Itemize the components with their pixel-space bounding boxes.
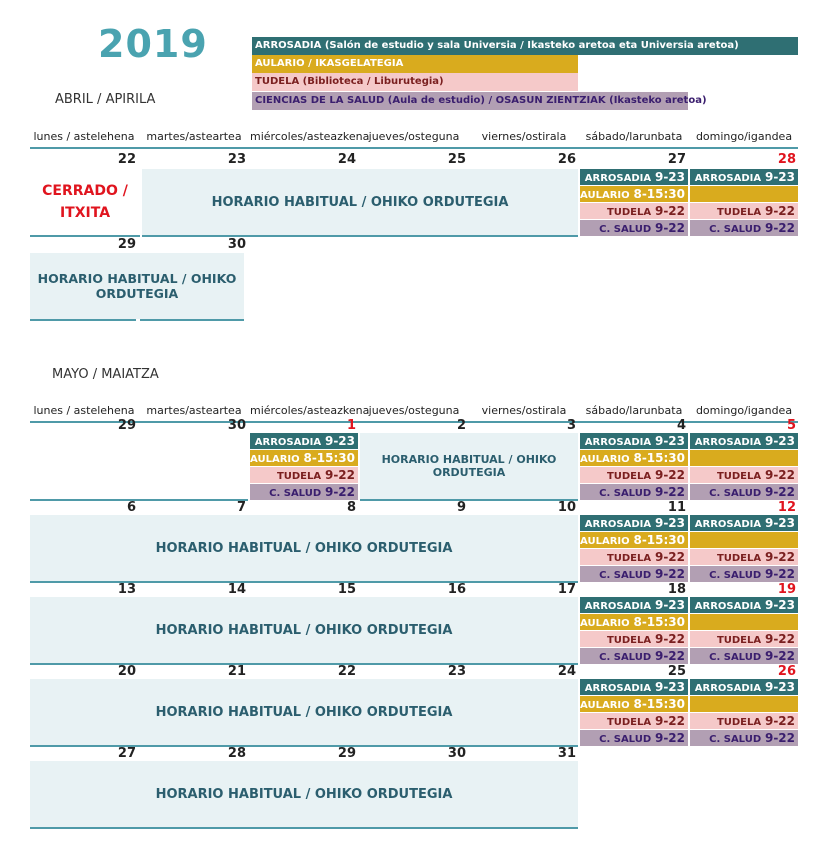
- tudela-schedule-may-sat-1: [580, 549, 688, 565]
- day-may-row1-3: 2: [456, 418, 466, 433]
- arrosadia-schedule-apr-28: [690, 169, 798, 185]
- day-may-row1-0: 29: [117, 418, 136, 433]
- tud-label: TUDELA: [606, 717, 652, 728]
- usual-hours-block-apr-w1: HORARIO HABITUAL / OHIKO ORDUTEGIA: [142, 169, 578, 237]
- csalud-schedule-apr-28: [690, 220, 798, 236]
- arr-label: ARROSADIA: [584, 437, 652, 448]
- tud-label: TUDELA: [276, 471, 322, 482]
- csalud-schedule-may-sat-1: [580, 566, 688, 582]
- usual-hours-block-may-w4: HORARIO HABITUAL / OHIKO ORDUTEGIA: [30, 679, 578, 747]
- cs-hours: 9-22: [764, 649, 795, 663]
- day-may-row1-5: 4: [676, 418, 686, 433]
- tud-hours: 9-22: [654, 468, 685, 482]
- arr-hours: 9-23: [654, 680, 685, 694]
- cs-hours: 9-22: [764, 485, 795, 499]
- aulario-schedule-may-sat-0: [580, 450, 688, 466]
- weekday-apr-6: domingo/igandea: [695, 130, 793, 143]
- arr-label: ARROSADIA: [694, 683, 762, 694]
- arrosadia-schedule-may-sun-0: [690, 433, 798, 449]
- cell-gap: [136, 319, 140, 321]
- weekday-apr-5: sábado/larunbata: [585, 130, 683, 143]
- day-april-6: 28: [777, 152, 796, 167]
- tudela-schedule-may-sat-0: [580, 467, 688, 483]
- cs-hours: 9-22: [654, 485, 685, 499]
- aul-label: AULARIO: [580, 700, 630, 711]
- arrosadia-schedule-may-sun-3: [690, 679, 798, 695]
- day-may-row3-0: 13: [117, 582, 136, 597]
- arr-hours: 9-23: [324, 434, 355, 448]
- tud-hours: 9-22: [764, 632, 795, 646]
- tudela-schedule-may-sun-3: [690, 713, 798, 729]
- usual-hours-block-may-w1: HORARIO HABITUAL / OHIKO ORDUTEGIA: [360, 433, 578, 501]
- tud-hours: 9-22: [654, 204, 685, 218]
- day-may-row3-3: 16: [447, 582, 466, 597]
- day-may-row4-3: 23: [447, 664, 466, 679]
- arr-hours: 9-23: [654, 598, 685, 612]
- day-may-row1-2: 1: [346, 418, 356, 433]
- arr-hours: 9-23: [654, 170, 685, 184]
- weekday-may-6: domingo/igandea: [695, 404, 793, 417]
- day-may-row2-3: 9: [456, 500, 466, 515]
- arrosadia-schedule-may-sat-3: [580, 679, 688, 695]
- aul-hours: 8-15:30: [633, 533, 685, 547]
- day-may-row1-6: 5: [786, 418, 796, 433]
- cs-label: C. SALUD: [599, 734, 652, 745]
- aulario-schedule-may-sun-0: [690, 450, 798, 466]
- tud-label: TUDELA: [606, 471, 652, 482]
- cs-hours: 9-22: [654, 731, 685, 745]
- weekday-may-1: martes/asteartea: [146, 404, 242, 417]
- day-may-row4-0: 20: [117, 664, 136, 679]
- csalud-schedule-may-sat-0: [580, 484, 688, 500]
- day-april-3: 25: [447, 152, 466, 167]
- cs-label: C. SALUD: [709, 652, 762, 663]
- tud-label: TUDELA: [716, 207, 762, 218]
- arrosadia-schedule-may-sun-1: [690, 515, 798, 531]
- cs-hours: 9-22: [764, 731, 795, 745]
- tudela-schedule-apr-28: [690, 203, 798, 219]
- day-may-row2-0: 6: [126, 500, 136, 515]
- tud-hours: 9-22: [654, 714, 685, 728]
- day-may-row5-1: 28: [227, 746, 246, 761]
- tudela-schedule-may-sun-2: [690, 631, 798, 647]
- csalud-schedule-may-sat-3: [580, 730, 688, 746]
- day-may-row4-6: 26: [777, 664, 796, 679]
- day-may-row5-3: 30: [447, 746, 466, 761]
- day-may-row3-4: 17: [557, 582, 576, 597]
- csalud-schedule-may-sun-1: [690, 566, 798, 582]
- arr-hours: 9-23: [764, 598, 795, 612]
- legend-ciencias: CIENCIAS DE LA SALUD (Aula de estudio) / OSASUN ZIENTZIAK (Ikasteko aretoa): [252, 92, 688, 110]
- arrosadia-schedule-may-sat-1: [580, 515, 688, 531]
- day-may-row4-4: 24: [557, 664, 576, 679]
- aulario-schedule-may-sun-2: [690, 614, 798, 630]
- day-april-30: 30: [227, 237, 246, 252]
- day-may-row2-5: 11: [667, 500, 686, 515]
- aul-hours: 8-15:30: [633, 451, 685, 465]
- tud-label: TUDELA: [606, 207, 652, 218]
- closed-label: CERRADO / ITXITA: [30, 169, 140, 237]
- year-title: 2019: [98, 22, 208, 66]
- tudela-schedule-may-sat-3: [580, 713, 688, 729]
- day-may-row5-2: 29: [337, 746, 356, 761]
- aul-label: AULARIO: [250, 454, 300, 465]
- month-title-may: MAYO / MAIATZA: [52, 367, 159, 382]
- tudela-schedule-may-sun-0: [690, 467, 798, 483]
- arr-hours: 9-23: [654, 434, 685, 448]
- tud-label: TUDELA: [606, 553, 652, 564]
- legend-arrosadia: ARROSADIA (Salón de estudio y sala Universia / Ikasteko aretoa eta Universia aretoa): [252, 37, 798, 55]
- tud-hours: 9-22: [654, 632, 685, 646]
- arr-label: ARROSADIA: [584, 601, 652, 612]
- arrosadia-schedule-may-sat-2: [580, 597, 688, 613]
- cs-hours: 9-22: [654, 567, 685, 581]
- aulario-schedule-apr-27: [580, 186, 688, 202]
- cs-label: C. SALUD: [599, 652, 652, 663]
- arrosadia-schedule-may-sat-0: [580, 433, 688, 449]
- tud-label: TUDELA: [716, 553, 762, 564]
- tudela-schedule-apr-27: [580, 203, 688, 219]
- day-may-row2-6: 12: [777, 500, 796, 515]
- day-april-2: 24: [337, 152, 356, 167]
- tud-label: TUDELA: [716, 717, 762, 728]
- day-april-4: 26: [557, 152, 576, 167]
- day-may-row4-1: 21: [227, 664, 246, 679]
- csalud-schedule-may-sun-2: [690, 648, 798, 664]
- aul-label: AULARIO: [580, 190, 630, 201]
- weekday-apr-3: jueves/osteguna: [368, 130, 460, 143]
- day-april-1: 23: [227, 152, 246, 167]
- legend-aulario: AULARIO / IKASGELATEGIA: [252, 55, 578, 73]
- weekday-may-5: sábado/larunbata: [585, 404, 683, 417]
- cs-label: C. SALUD: [709, 488, 762, 499]
- cs-label: C. SALUD: [599, 224, 652, 235]
- arr-hours: 9-23: [764, 434, 795, 448]
- day-april-29: 29: [117, 237, 136, 252]
- cs-label: C. SALUD: [709, 734, 762, 745]
- weekday-rule-apr: [30, 147, 798, 149]
- day-may-row3-5: 18: [667, 582, 686, 597]
- day-may-row5-4: 31: [557, 746, 576, 761]
- day-may-row3-2: 15: [337, 582, 356, 597]
- cs-hours: 9-22: [764, 567, 795, 581]
- arrosadia-schedule-apr-27: [580, 169, 688, 185]
- cs-hours: 9-22: [654, 221, 685, 235]
- tud-label: TUDELA: [716, 471, 762, 482]
- arr-label: ARROSADIA: [584, 173, 652, 184]
- day-may-row1-4: 3: [566, 418, 576, 433]
- csalud-schedule-may-1: [250, 484, 358, 500]
- arr-hours: 9-23: [764, 516, 795, 530]
- weekday-apr-0: lunes / astelehena: [33, 130, 135, 143]
- cs-label: C. SALUD: [709, 570, 762, 581]
- aul-hours: 8-15:30: [633, 615, 685, 629]
- day-may-row2-2: 8: [346, 500, 356, 515]
- arr-hours: 9-23: [764, 170, 795, 184]
- weekday-apr-2: miércoles/asteazkena: [250, 130, 370, 143]
- csalud-schedule-may-sun-3: [690, 730, 798, 746]
- weekday-may-2: miércoles/asteazkena: [250, 404, 370, 417]
- aulario-schedule-apr-28: [690, 186, 798, 202]
- arr-hours: 9-23: [654, 516, 685, 530]
- aulario-schedule-may-sat-1: [580, 532, 688, 548]
- csalud-schedule-may-sun-0: [690, 484, 798, 500]
- cs-label: C. SALUD: [599, 570, 652, 581]
- aul-label: AULARIO: [580, 618, 630, 629]
- day-may-row1-1: 30: [227, 418, 246, 433]
- usual-hours-block-may-w5: HORARIO HABITUAL / OHIKO ORDUTEGIA: [30, 761, 578, 829]
- weekday-apr-4: viernes/ostirala: [481, 130, 567, 143]
- day-may-row5-0: 27: [117, 746, 136, 761]
- day-may-row3-1: 14: [227, 582, 246, 597]
- aul-label: AULARIO: [580, 454, 630, 465]
- arr-label: ARROSADIA: [694, 437, 762, 448]
- arr-label: ARROSADIA: [694, 601, 762, 612]
- day-may-row2-1: 7: [236, 500, 246, 515]
- tud-hours: 9-22: [324, 468, 355, 482]
- arr-label: ARROSADIA: [694, 173, 762, 184]
- cs-label: C. SALUD: [599, 488, 652, 499]
- cs-label: C. SALUD: [709, 224, 762, 235]
- usual-hours-block-may-w3: HORARIO HABITUAL / OHIKO ORDUTEGIA: [30, 597, 578, 665]
- weekday-may-3: jueves/osteguna: [368, 404, 460, 417]
- tud-hours: 9-22: [764, 550, 795, 564]
- tud-hours: 9-22: [654, 550, 685, 564]
- csalud-schedule-may-sat-2: [580, 648, 688, 664]
- tud-label: TUDELA: [716, 635, 762, 646]
- aul-hours: 8-15:30: [633, 697, 685, 711]
- day-may-row2-4: 10: [557, 500, 576, 515]
- weekday-may-4: viernes/ostirala: [481, 404, 567, 417]
- aul-hours: 8-15:30: [633, 187, 685, 201]
- csalud-schedule-apr-27: [580, 220, 688, 236]
- day-april-0: 22: [117, 152, 136, 167]
- tud-hours: 9-22: [764, 468, 795, 482]
- arr-label: ARROSADIA: [584, 683, 652, 694]
- aul-label: AULARIO: [580, 536, 630, 547]
- weekday-apr-1: martes/asteartea: [146, 130, 242, 143]
- cs-hours: 9-22: [324, 485, 355, 499]
- day-may-row4-5: 25: [667, 664, 686, 679]
- arr-label: ARROSADIA: [254, 437, 322, 448]
- arr-hours: 9-23: [764, 680, 795, 694]
- tudela-schedule-may-sun-1: [690, 549, 798, 565]
- cs-label: C. SALUD: [269, 488, 322, 499]
- tud-hours: 9-22: [764, 714, 795, 728]
- day-may-row3-6: 19: [777, 582, 796, 597]
- day-may-row4-2: 22: [337, 664, 356, 679]
- cs-hours: 9-22: [764, 221, 795, 235]
- weekday-may-0: lunes / astelehena: [33, 404, 135, 417]
- aul-hours: 8-15:30: [303, 451, 355, 465]
- aulario-schedule-may-1: [250, 450, 358, 466]
- aulario-schedule-may-sun-1: [690, 532, 798, 548]
- arr-label: ARROSADIA: [694, 519, 762, 530]
- day-april-5: 27: [667, 152, 686, 167]
- tud-label: TUDELA: [606, 635, 652, 646]
- tudela-schedule-may-1: [250, 467, 358, 483]
- arrosadia-schedule-may-sun-2: [690, 597, 798, 613]
- aulario-schedule-may-sun-3: [690, 696, 798, 712]
- arr-label: ARROSADIA: [584, 519, 652, 530]
- usual-hours-block-apr-w2: HORARIO HABITUAL / OHIKO ORDUTEGIA: [30, 253, 244, 321]
- legend-tudela: TUDELA (Biblioteca / Liburutegia): [252, 73, 578, 91]
- arrosadia-schedule-may-1: [250, 433, 358, 449]
- usual-hours-block-may-w2: HORARIO HABITUAL / OHIKO ORDUTEGIA: [30, 515, 578, 583]
- tudela-schedule-may-sat-2: [580, 631, 688, 647]
- month-title-april: ABRIL / APIRILA: [55, 92, 156, 107]
- tud-hours: 9-22: [764, 204, 795, 218]
- aulario-schedule-may-sat-2: [580, 614, 688, 630]
- cs-hours: 9-22: [654, 649, 685, 663]
- aulario-schedule-may-sat-3: [580, 696, 688, 712]
